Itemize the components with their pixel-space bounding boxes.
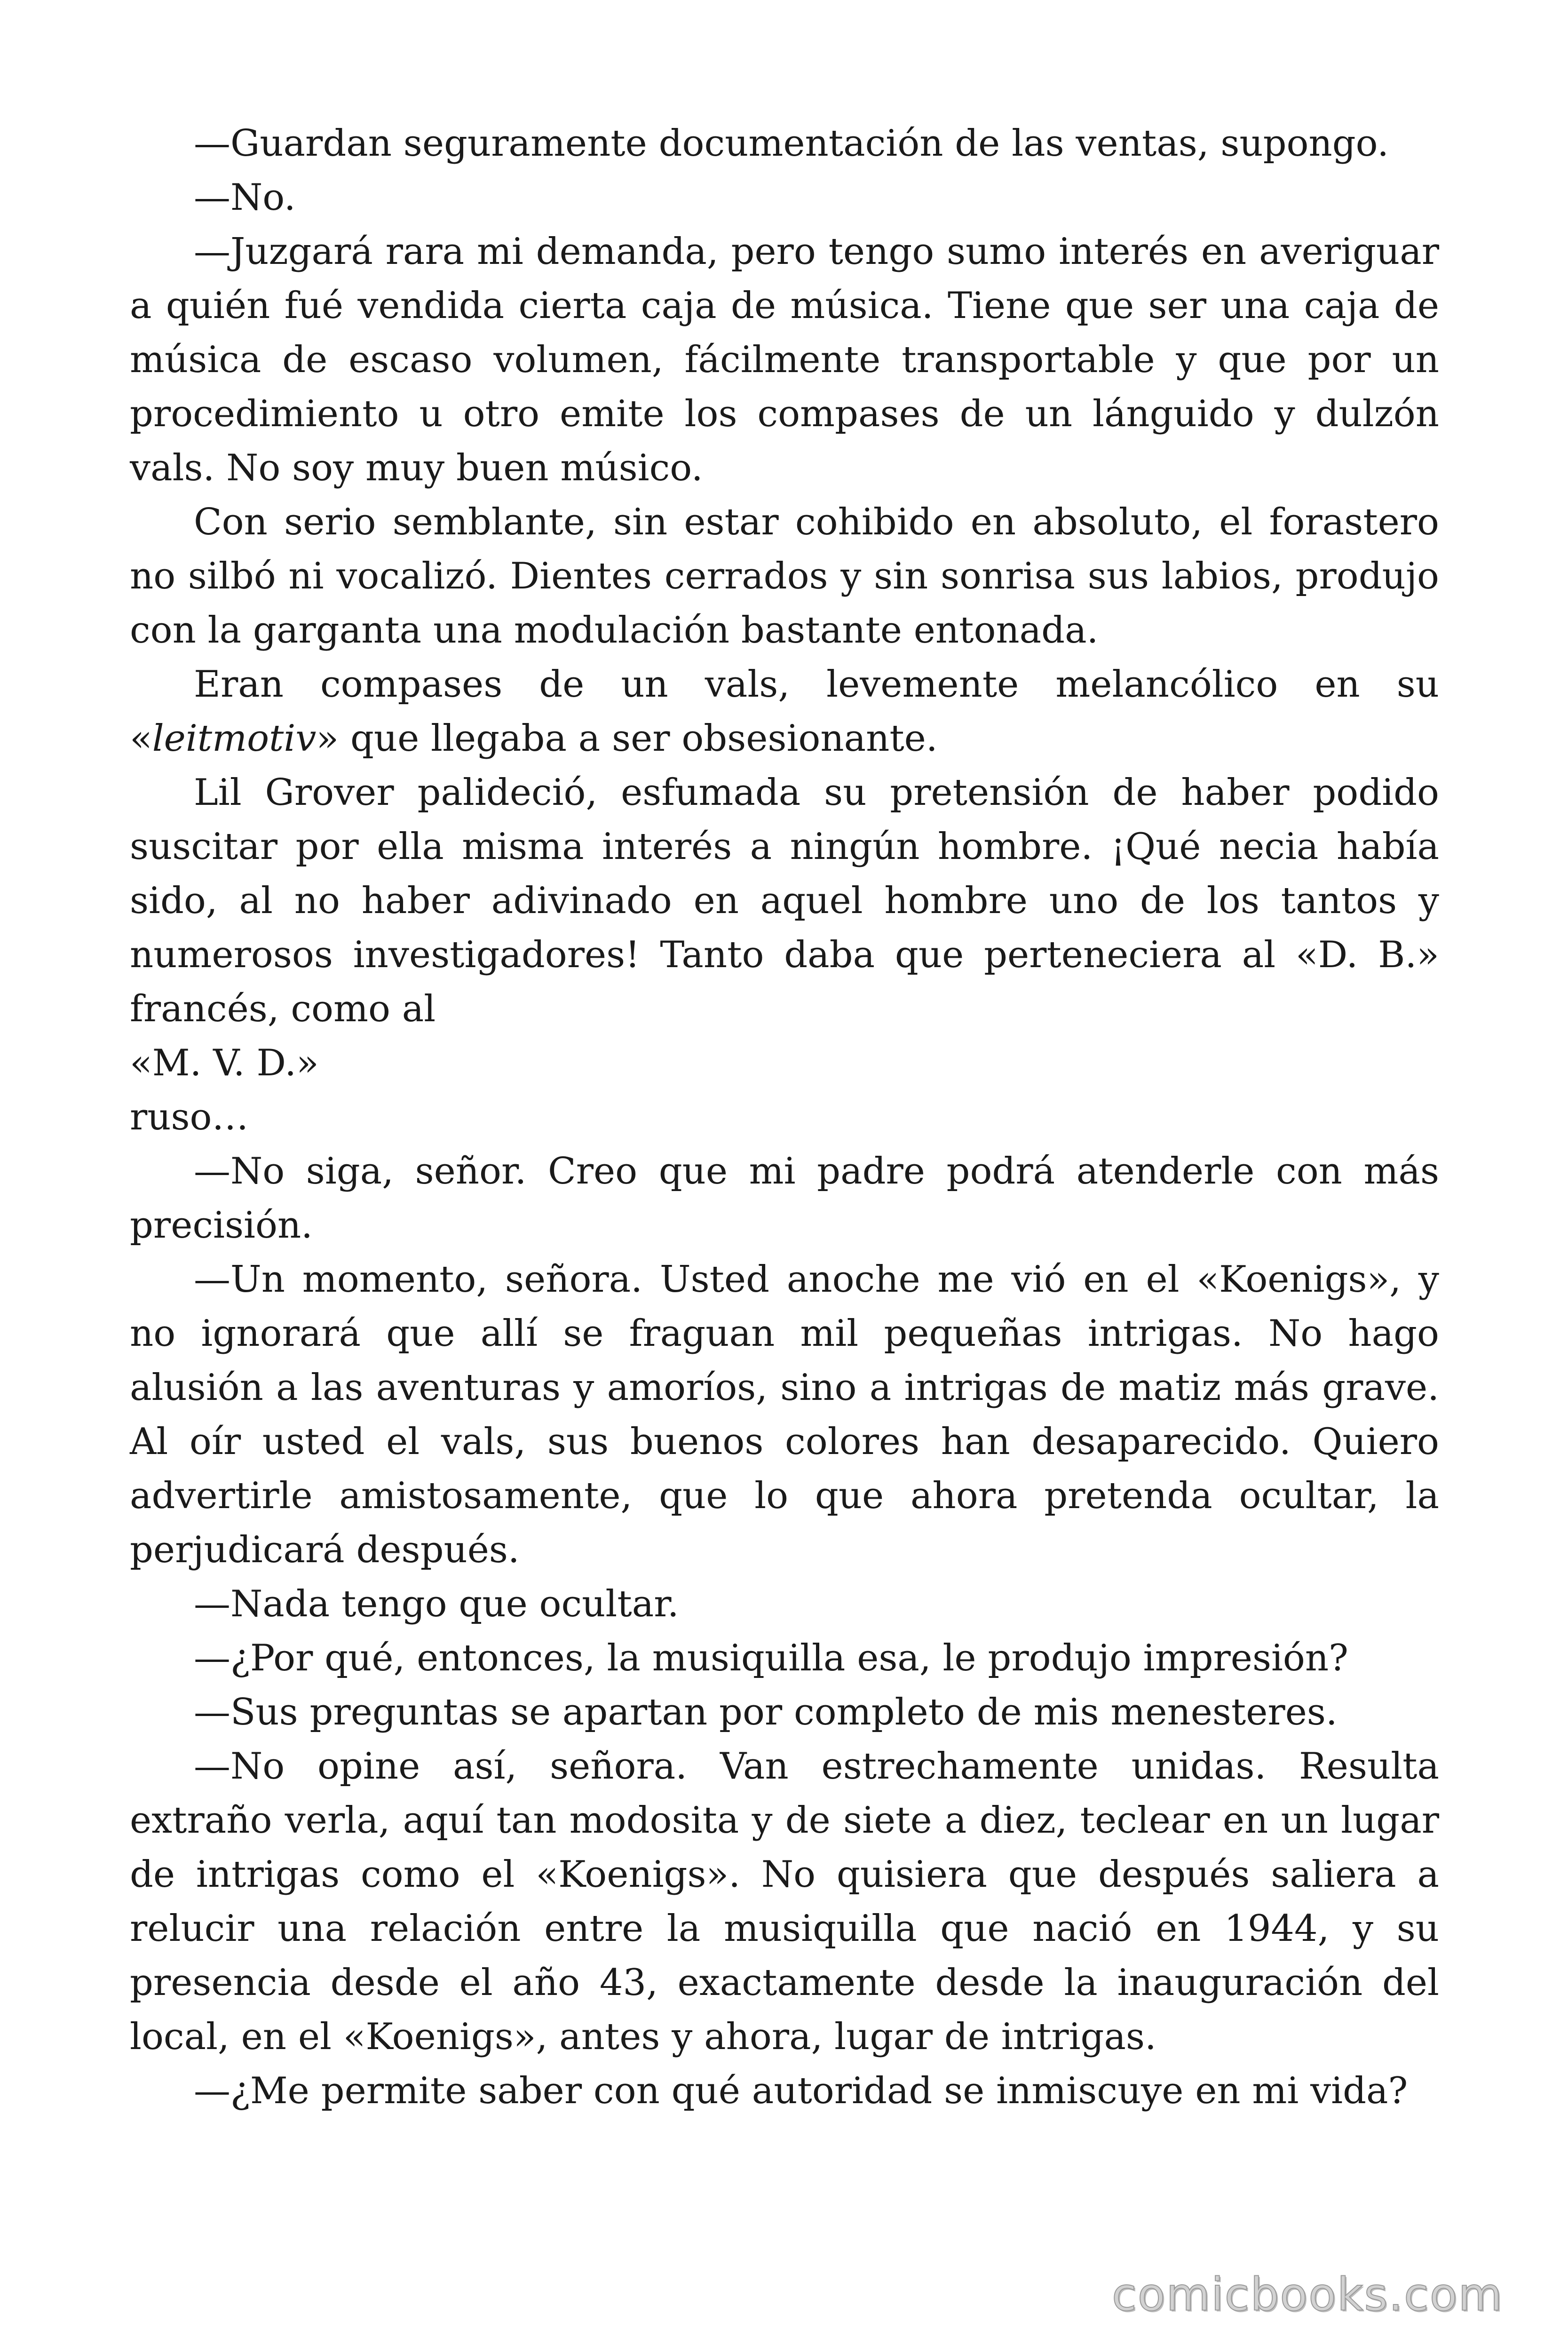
paragraph: —Juzgará rara mi demanda, pero tengo sumo interés en averiguar a quién fué vendida cierta caja de música. Tiene que ser una caja de música de escaso volumen, fácilmente transportable y que por un procedimiento u otro emite los compases de un lánguido y dulzón vals. No soy muy buen músico. xyxy=(130,230,1439,489)
paragraph-fragment: «M. V. D.» xyxy=(130,1042,319,1084)
paragraph: —Guardan seguramente documentación de las ventas, supongo. xyxy=(194,122,1389,165)
paragraph: —Nada tengo que ocultar. xyxy=(194,1583,679,1625)
paragraph: —Un momento, señora. Usted anoche me vió en el «Koenigs», y no ignorará que allí se fraguan mil pequeñas intrigas. No hago alusión a las aventuras y amoríos, sino a intrigas de matiz más grave. Al oír usted el vals, sus buenos colores han desaparecido. Quiero advertirle amistosamente, que lo que ahora pretenda ocultar, la perjudicará después. xyxy=(130,1258,1439,1571)
paragraph: —Sus preguntas se apartan por completo de mis menesteres. xyxy=(194,1691,1338,1733)
italic-word: leitmotiv xyxy=(152,717,317,760)
text-segment: Eran compases de un vals, levemente melancólico en su « xyxy=(130,663,1439,760)
paragraph: —¿Por qué, entonces, la musiquilla esa, le produjo impresión? xyxy=(194,1637,1348,1679)
paragraph: Lil Grover palideció, esfumada su pretensión de haber podido suscitar por ella misma interés a ningún hombre. ¡Qué necia había sido, al no haber adivinado en aquel hombre uno de los tantos y numerosos investigadores! Tanto daba que perteneciera al «D. B.» francés, como al xyxy=(130,771,1439,1030)
paragraph: —No opine así, señora. Van estrechamente unidas. Resulta extraño verla, aquí tan modosita y de siete a diez, teclear en un lugar de intrigas como el «Koenigs». No quisiera que después saliera a relucir una relación entre la musiquilla que nació en 1944, y su presencia desde el año 43, exactamente desde la inauguración del local, en el «Koenigs», antes y ahora, lugar de intrigas. xyxy=(130,1745,1439,2058)
text-segment: » que llegaba a ser obsesionante. xyxy=(316,717,938,760)
paragraph-leitmotiv xyxy=(130,658,1439,766)
paragraph: Con serio semblante, sin estar cohibido en absoluto, el forastero no silbó ni vocalizó. Dientes cerrados y sin sonrisa sus labios, produjo con la garganta una modulación bastante entonada. xyxy=(130,501,1439,652)
paragraph: —No. xyxy=(194,176,296,219)
paragraph: —No siga, señor. Creo que mi padre podrá atenderle con más precisión. xyxy=(130,1150,1439,1247)
paragraph: —¿Me permite saber con qué autoridad se inmiscuye en mi vida? xyxy=(194,2070,1408,2112)
body-text xyxy=(130,117,1439,2118)
paragraph-fragment: ruso… xyxy=(130,1096,249,1138)
watermark-logo: comicbooks.com xyxy=(1111,2268,1503,2321)
